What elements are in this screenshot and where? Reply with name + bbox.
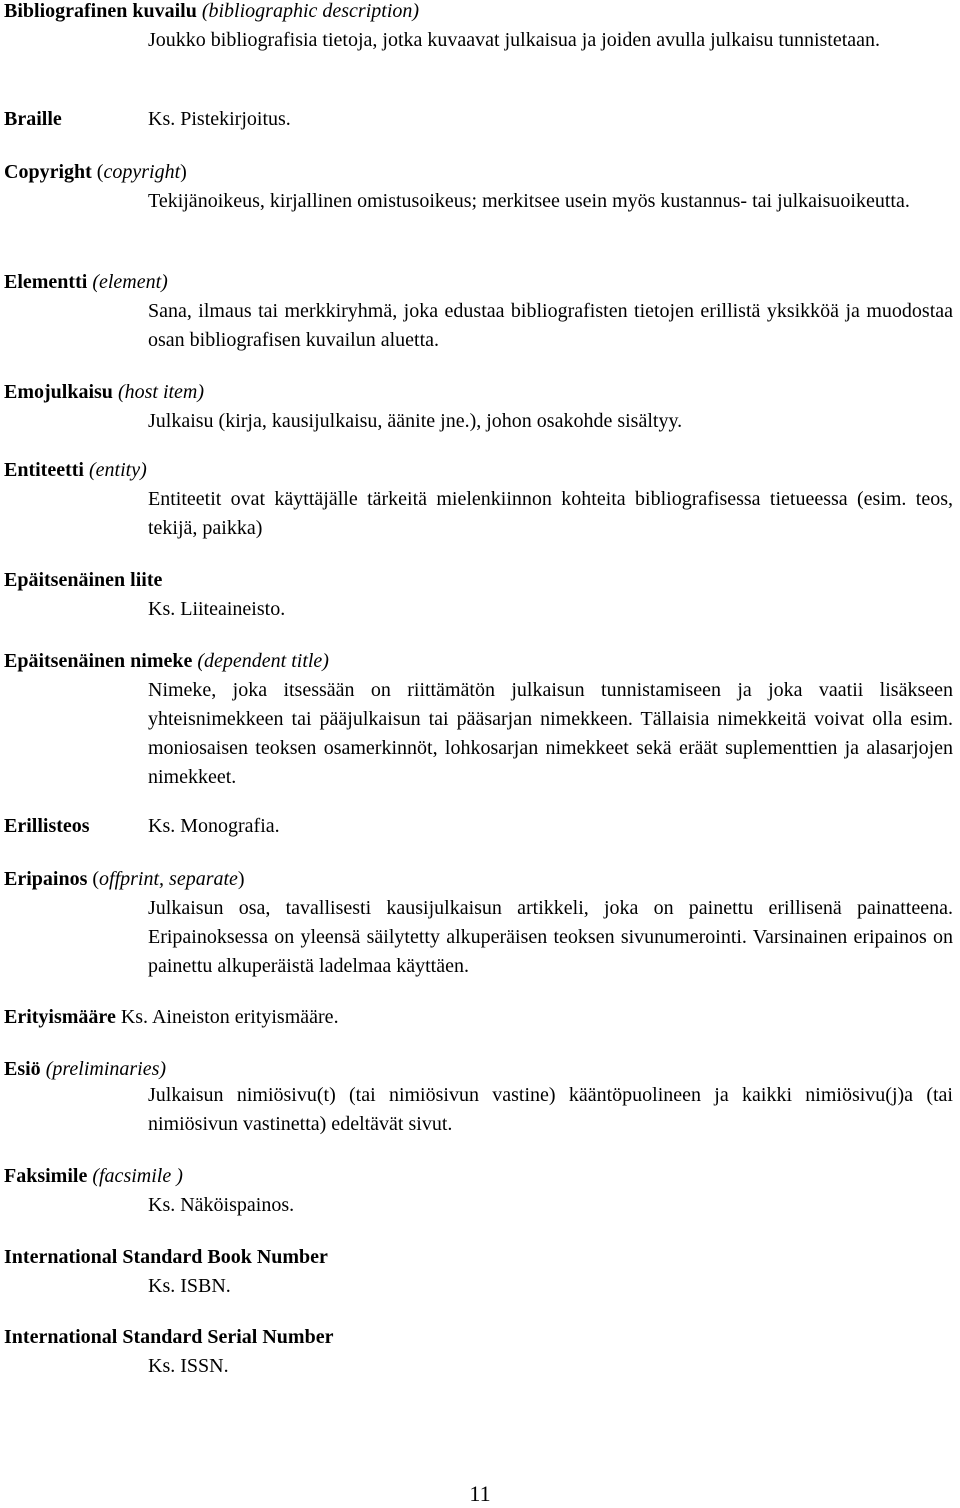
term-label: Entiteetti [4, 459, 84, 481]
term-definition: Ks. Näköispainos. [148, 1194, 295, 1216]
term-definition: Ks. Aineiston erityismääre. [120, 1006, 339, 1028]
term-label: Epäitsenäinen nimeke [4, 650, 193, 672]
term-heading [4, 865, 245, 894]
term-label: Faksimile [4, 1165, 88, 1187]
term-definition: Julkaisun nimiösivu(t) (tai nimiösivun vastine) kääntöpuolineen ja kaikki nimiösivu(j)a (tai nimiösivun vastinetta) edeltävät sivut. [148, 1084, 953, 1135]
term-definition: Ks. Monografia. [148, 815, 280, 837]
term-label: International Standard Serial Number [4, 1326, 334, 1348]
term-gloss: (host item) [117, 381, 205, 403]
term-gloss-open: ( [92, 868, 100, 890]
term-definition: Ks. Liiteaineisto. [148, 598, 286, 620]
term-label: Esiö [4, 1058, 41, 1080]
term-definition: Sana, ilmaus tai merkkiryhmä, joka edustaa bibliografisten tietojen erillistä yksikköä ja muodostaa osan bibliografisen kuvailun aluetta. [148, 300, 953, 351]
term-heading [4, 378, 204, 407]
term-heading [4, 812, 90, 841]
term-heading [4, 105, 62, 134]
term-heading [4, 1003, 339, 1032]
term-label: Erillisteos [4, 815, 90, 837]
term-definition: Tekijänoikeus, kirjallinen omistusoikeus; merkitsee usein myös kustannus- tai julkaisuoikeutta. [148, 190, 910, 212]
term-label: Bibliografinen kuvailu [4, 0, 197, 22]
term-gloss: (preliminaries) [45, 1058, 167, 1080]
term-definition: Ks. Pistekirjoitus. [148, 108, 291, 130]
term-definition: Entiteetit ovat käyttäjälle tärkeitä mielenkiinnon kohteita bibliografisessa tietueessa (esim. teos, tekijä, paikka) [148, 488, 953, 539]
term-heading [4, 566, 162, 595]
term-gloss-close: ) [237, 868, 245, 890]
term-gloss: (element) [92, 271, 168, 293]
term-definition: Ks. ISSN. [148, 1355, 229, 1377]
term-definition: Julkaisun osa, tavallisesti kausijulkaisun artikkeli, joka on painettu erillisenä painatteena. Eripainoksessa on yleensä säilytetty alkuperäisen teoksen sivunumerointi. Varsinainen eripainos on painettu alkuperäistä ladelmaa käyttäen. [148, 897, 953, 977]
term-heading [4, 1243, 328, 1272]
term-gloss: copyright [103, 161, 181, 183]
term-label: Erityismääre [4, 1006, 116, 1028]
term-heading [4, 158, 187, 187]
term-gloss: offprint, separate [99, 868, 238, 890]
term-heading [4, 268, 168, 297]
term-heading [4, 647, 329, 676]
term-label: Braille [4, 108, 62, 130]
term-gloss-open: ( [96, 161, 104, 183]
term-definition: Ks. ISBN. [148, 1275, 231, 1297]
term-heading [4, 0, 419, 26]
term-gloss: (dependent title) [197, 650, 329, 672]
term-label: Copyright [4, 161, 92, 183]
term-heading [4, 1055, 166, 1084]
term-heading [4, 456, 147, 485]
term-label: Epäitsenäinen liite [4, 569, 163, 591]
term-definition: Joukko bibliografisia tietoja, jotka kuvaavat julkaisua ja joiden avulla julkaisu tunnistetaan. [148, 29, 881, 51]
term-heading [4, 1162, 183, 1191]
term-label: Emojulkaisu [4, 381, 113, 403]
term-gloss: (facsimile ) [92, 1165, 183, 1187]
page-number: 11 [469, 1481, 491, 1506]
term-gloss: (bibliographic description) [201, 0, 420, 22]
term-label: Elementti [4, 271, 88, 293]
term-label: International Standard Book Number [4, 1246, 328, 1268]
term-definition: Nimeke, joka itsessään on riittämätön julkaisun tunnistamiseen ja joka vaatii lisäkseen yhteisnimekkeen tai pääjulkaisun tai pääsarjan nimekkeen. Tällaisia nimekkeitä voivat olla esim. moniosaisen teoksen osamerkinnöt, lohkosarjan nimekkeet sekä eräät suplementtien ja alasarjojen nimekkeet. [148, 679, 953, 788]
term-heading [4, 1323, 333, 1352]
term-definition: Julkaisu (kirja, kausijulkaisu, äänite jne.), johon osakohde sisältyy. [148, 410, 683, 432]
term-label: Eripainos [4, 868, 88, 890]
term-gloss: (entity) [88, 459, 147, 481]
term-gloss-close: ) [180, 161, 187, 183]
